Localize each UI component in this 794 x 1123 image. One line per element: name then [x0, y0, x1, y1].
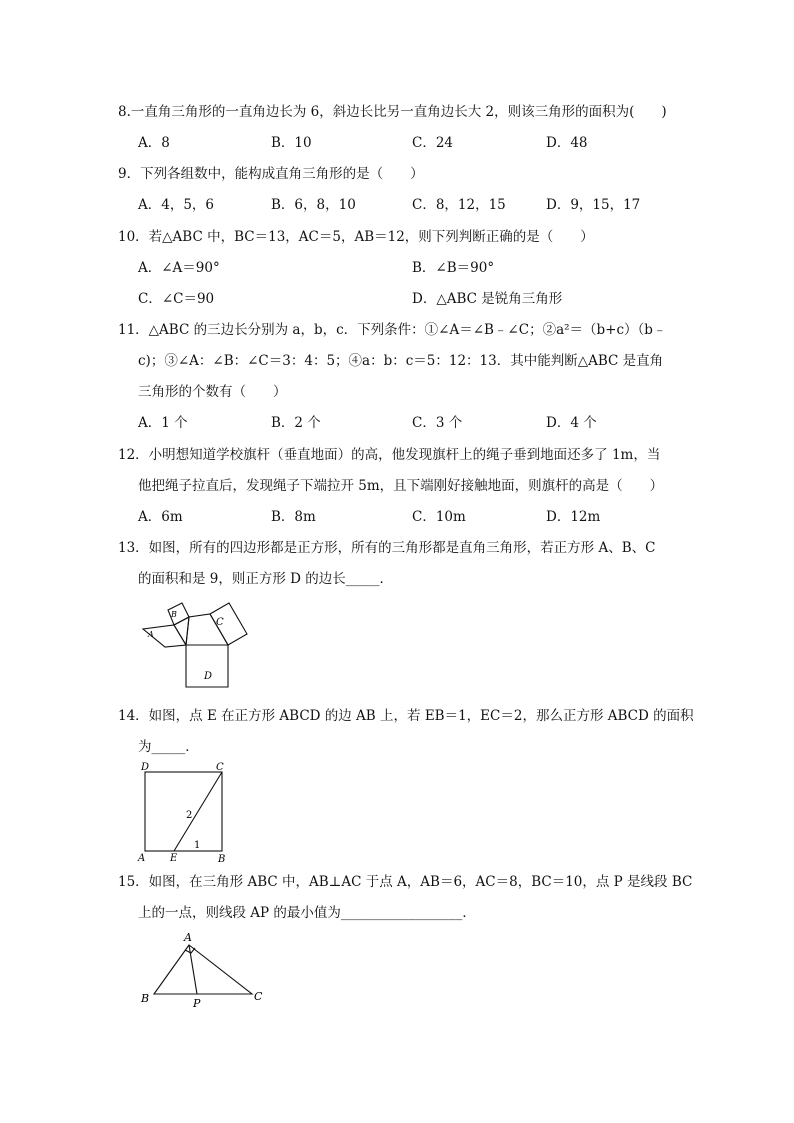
q8-option-b: B．10: [271, 135, 312, 151]
question-12-stem-line2: 他把绳子拉直后，发现绳子下端拉开 5m，且下端刚好接触地面，则旗杆的高是（ ）: [138, 478, 664, 494]
question-11-stem-line2: c)；③∠A：∠B：∠C＝3：4：5；④a：b：c＝5：12：13．其中能判断△ABC 是直角: [138, 353, 664, 369]
question-8-stem: 8.一直角三角形的一直角边长为 6，斜边长比另一直角边长大 2，则该三角形的面积为( ): [118, 104, 667, 120]
q9-option-a: A．4，5，6: [138, 197, 215, 213]
question-11-stem-line1: 11．△ABC 的三边长分别为 a，b，c．下列条件：①∠A＝∠B﹣∠C；②a²＝（b+c）（b﹣: [118, 322, 667, 338]
question-13-stem-line2: 的面积和是 9，则正方形 D 的边长_____．: [138, 571, 394, 587]
label-c: C: [254, 990, 263, 1003]
label-e: E: [170, 853, 178, 864]
question-10-stem: 10．若△ABC 中，BC＝13，AC＝5，AB＝12，则下列判断正确的是（ ）: [118, 229, 594, 245]
question-11-stem-line3: 三角形的个数有（ ）: [138, 384, 287, 400]
q10-option-b: B．∠B＝90°: [412, 260, 495, 276]
label-d: D: [204, 671, 213, 682]
q11-option-c: C．3 个: [412, 415, 463, 431]
label-a: A: [184, 931, 192, 944]
label-b: B: [171, 610, 177, 619]
triangle-abc: [154, 945, 252, 994]
q8-option-d: D．48: [546, 135, 588, 151]
q8-option-a: A．8: [138, 135, 170, 151]
label-b: B: [218, 854, 226, 865]
label-b: B: [141, 992, 150, 1005]
square-abcd: [145, 772, 222, 851]
label-c: C: [216, 762, 224, 773]
q9-option-b: B．6，8，10: [271, 197, 356, 213]
q11-option-a: A．1 个: [138, 415, 188, 431]
question-15-stem-line2: 上的一点，则线段 AP 的最小值为__________________．: [138, 905, 476, 921]
label-a: A: [138, 853, 146, 864]
label-ec-length: 2: [186, 810, 193, 821]
question-14-stem-line1: 14．如图，点 E 在正方形 ABCD 的边 AB 上，若 EB＝1，EC＝2，那么正方形 ABCD 的面积: [118, 708, 694, 724]
label-eb-length: 1: [194, 840, 201, 851]
question-9-stem: 9．下列各组数中，能构成直角三角形的是（ ）: [118, 166, 424, 182]
q10-option-a: A．∠A＝90°: [138, 260, 220, 276]
question-12-stem-line1: 12．小明想知道学校旗杆（垂直地面）的高，他发现旗杆上的绳子垂到地面还多了 1m，当: [118, 447, 661, 463]
q11-option-d: D．4 个: [546, 415, 597, 431]
label-c: C: [216, 617, 224, 628]
q10-option-d: D．△ABC 是锐角三角形: [412, 291, 563, 307]
q9-option-d: D．9，15，17: [546, 197, 641, 213]
question-13-stem-line1: 13．如图，所有的四边形都是正方形，所有的三角形都是直角三角形，若正方形 A、B、C: [118, 540, 656, 556]
q11-option-b: B．2 个: [271, 415, 321, 431]
triangle-abc-figure: [136, 928, 276, 1012]
label-a: A: [148, 630, 154, 639]
squares-figure: [130, 595, 260, 703]
q9-option-c: C．8，12，15: [412, 197, 506, 213]
q10-option-c: C．∠C＝90: [138, 291, 215, 307]
q12-option-c: C．10m: [412, 509, 466, 525]
question-14-stem-line2: 为_____．: [138, 739, 199, 755]
q12-option-d: D．12m: [546, 509, 601, 525]
question-15-stem-line1: 15．如图，在三角形 ABC 中，AB⊥AC 于点 A，AB＝6，AC＝8，BC＝10，点 P 是线段 BC: [118, 874, 693, 890]
q12-option-b: B．8m: [271, 509, 316, 525]
label-d: D: [141, 762, 150, 773]
label-p: P: [193, 997, 201, 1010]
q12-option-a: A．6m: [138, 509, 183, 525]
square-abcd-figure: [132, 758, 238, 866]
q8-option-c: C．24: [412, 135, 454, 151]
